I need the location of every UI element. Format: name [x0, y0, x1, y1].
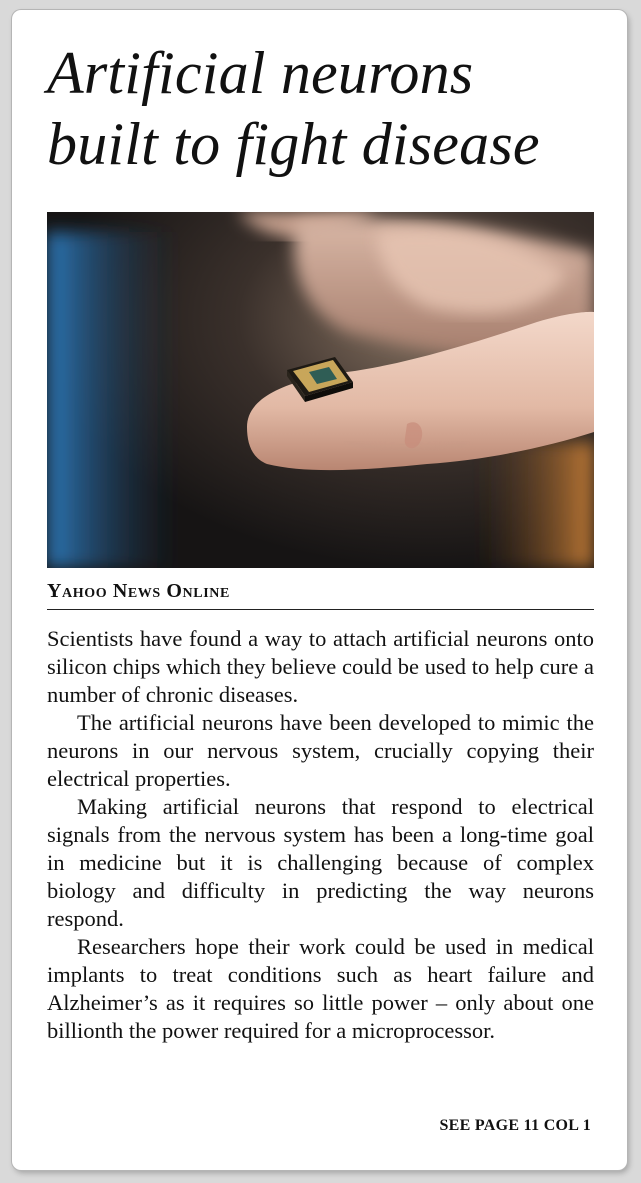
- source-credit: Yahoo News Online: [47, 580, 594, 610]
- article-card: [12, 10, 627, 1170]
- article-photo: [47, 212, 594, 568]
- continuation-link[interactable]: SEE PAGE 11 COL 1: [439, 1117, 591, 1134]
- headline-line-1: Artificial neurons: [47, 40, 474, 106]
- paragraph: Making artificial neurons that respond to electrical signals from the nervous system has been a long-time goal in medicine but it is challenging because of complex biology and difficulty in predicting the way neurons respond.: [47, 794, 594, 931]
- paragraph: The artificial neurons have been developed to mimic the neurons in our nervous system, crucially copying their electrical properties.: [47, 710, 594, 791]
- paragraph: Scientists have found a way to attach artificial neurons onto silicon chips which they believe could be used to help cure a number of chronic diseases.: [47, 626, 594, 707]
- headline: [47, 38, 607, 180]
- headline-line-2: built to fight disease: [47, 111, 540, 177]
- paragraph: Researchers hope their work could be used in medical implants to treat conditions such as heart failure and Alzheimer’s as it requires so little power – only about one billionth the power required for a microprocessor.: [47, 934, 594, 1043]
- chip-on-finger-illustration: [47, 212, 594, 568]
- article-body: [47, 625, 594, 1045]
